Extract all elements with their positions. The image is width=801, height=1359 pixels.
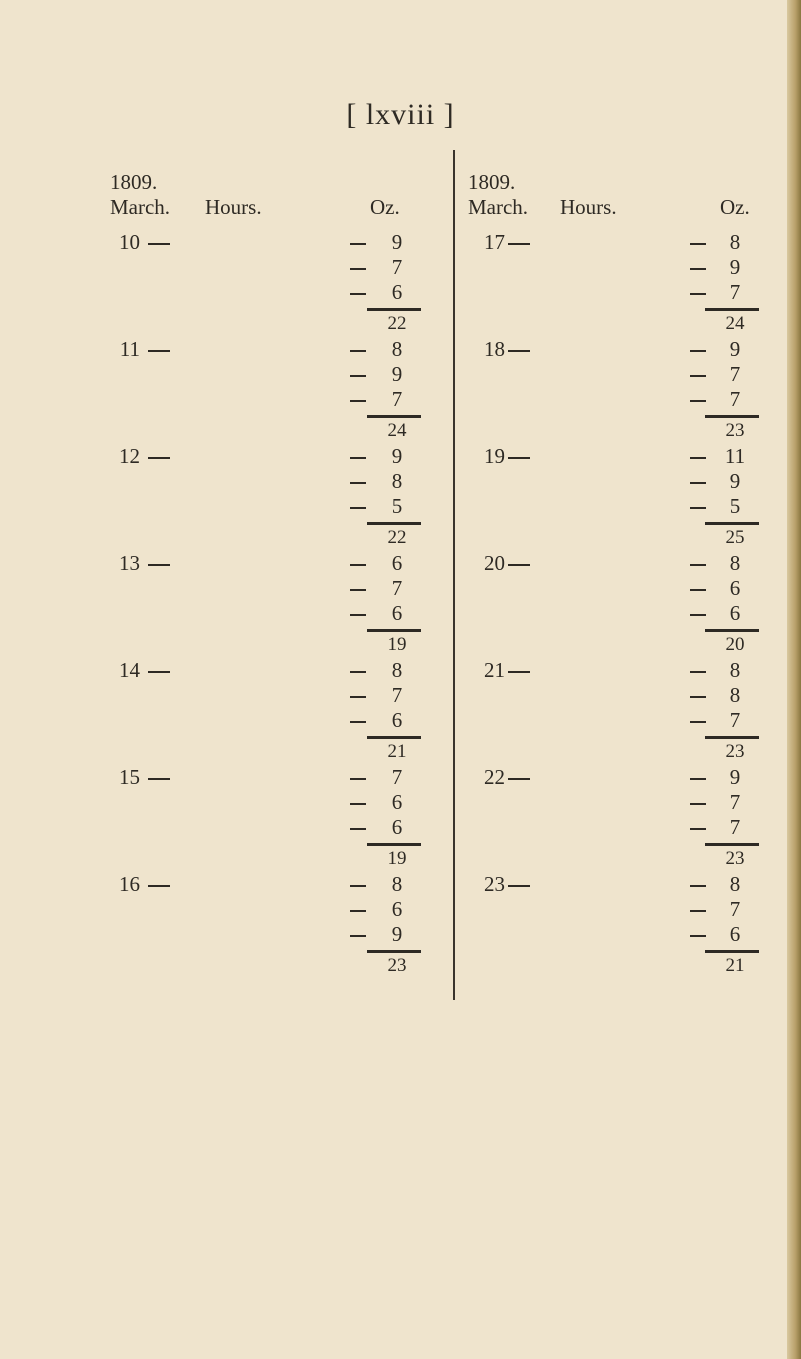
day-total: 21 (387, 741, 407, 762)
hour-value: 7 (391, 576, 403, 600)
value-dash (350, 828, 366, 830)
header-amount: Oz. (370, 195, 400, 219)
day-total: 25 (725, 527, 745, 548)
value-dash (690, 268, 706, 270)
day-number: 10 (119, 230, 140, 254)
value-dash (690, 828, 706, 830)
day-number: 21 (484, 658, 505, 682)
day-number: 23 (484, 872, 505, 896)
day-number: 19 (484, 444, 505, 468)
day-dash (508, 564, 530, 566)
value-dash (690, 293, 706, 295)
hour-value: 9 (391, 362, 403, 386)
value-dash (690, 803, 706, 805)
day-number: 20 (484, 551, 505, 575)
day-dash (508, 243, 530, 245)
sum-rule (367, 950, 421, 953)
value-dash (350, 614, 366, 616)
value-dash (690, 564, 706, 566)
hour-value: 7 (729, 790, 741, 814)
hour-value: 6 (391, 897, 403, 921)
day-total: 23 (725, 741, 745, 762)
value-dash (350, 564, 366, 566)
value-dash (690, 482, 706, 484)
value-dash (350, 885, 366, 887)
value-dash (690, 721, 706, 723)
sum-rule (367, 522, 421, 525)
hour-value: 9 (729, 255, 741, 279)
value-dash (690, 614, 706, 616)
hour-value: 6 (391, 708, 403, 732)
hour-value: 8 (729, 551, 741, 575)
day-dash (148, 671, 170, 673)
day-number: 22 (484, 765, 505, 789)
value-dash (350, 721, 366, 723)
header-hours: Hours. (560, 195, 617, 219)
value-dash (350, 482, 366, 484)
hour-value: 8 (729, 230, 741, 254)
hour-value: 7 (729, 815, 741, 839)
hour-value: 8 (391, 658, 403, 682)
value-dash (690, 507, 706, 509)
day-total: 19 (387, 848, 407, 869)
value-dash (690, 243, 706, 245)
hour-value: 11 (724, 444, 746, 468)
hour-value: 6 (391, 601, 403, 625)
day-number: 12 (119, 444, 140, 468)
sum-rule (367, 308, 421, 311)
day-total: 23 (725, 420, 745, 441)
value-dash (690, 589, 706, 591)
hour-value: 8 (729, 683, 741, 707)
value-dash (690, 671, 706, 673)
hour-value: 8 (391, 872, 403, 896)
sum-rule (705, 522, 759, 525)
hour-value: 8 (391, 337, 403, 361)
day-total: 24 (387, 420, 407, 441)
value-dash (350, 507, 366, 509)
sum-rule (705, 308, 759, 311)
hour-value: 7 (729, 897, 741, 921)
hour-value: 7 (391, 255, 403, 279)
hour-value: 6 (391, 815, 403, 839)
value-dash (350, 671, 366, 673)
day-number: 11 (119, 337, 140, 361)
hour-value: 7 (729, 362, 741, 386)
value-dash (350, 375, 366, 377)
value-dash (690, 457, 706, 459)
hour-value: 7 (391, 387, 403, 411)
day-number: 13 (119, 551, 140, 575)
value-dash (350, 268, 366, 270)
sum-rule (367, 843, 421, 846)
hour-value: 7 (729, 280, 741, 304)
year-label: 1809. (110, 170, 158, 194)
day-number: 16 (119, 872, 140, 896)
day-dash (148, 885, 170, 887)
sum-rule (705, 950, 759, 953)
day-number: 14 (119, 658, 140, 682)
day-total: 20 (725, 634, 745, 655)
hour-value: 9 (729, 469, 741, 493)
header-month: March. (468, 195, 529, 219)
day-total: 23 (387, 955, 407, 976)
hour-value: 6 (391, 280, 403, 304)
day-total: 23 (725, 848, 745, 869)
value-dash (690, 885, 706, 887)
day-dash (148, 243, 170, 245)
day-dash (148, 457, 170, 459)
value-dash (350, 457, 366, 459)
day-total: 21 (725, 955, 745, 976)
value-dash (350, 350, 366, 352)
hour-value: 9 (391, 230, 403, 254)
sum-rule (705, 415, 759, 418)
value-dash (350, 589, 366, 591)
hour-value: 5 (391, 494, 403, 518)
day-dash (508, 671, 530, 673)
day-number: 17 (484, 230, 505, 254)
day-dash (148, 564, 170, 566)
sum-rule (705, 843, 759, 846)
hour-value: 9 (391, 922, 403, 946)
day-total: 24 (725, 313, 745, 334)
hour-value: 8 (729, 658, 741, 682)
hour-value: 8 (729, 872, 741, 896)
year-label: 1809. (468, 170, 516, 194)
value-dash (350, 803, 366, 805)
hour-value: 9 (391, 444, 403, 468)
day-dash (148, 350, 170, 352)
sum-rule (367, 415, 421, 418)
value-dash (350, 935, 366, 937)
column-divider (453, 150, 455, 1000)
hour-value: 6 (391, 790, 403, 814)
value-dash (350, 293, 366, 295)
value-dash (350, 400, 366, 402)
page-number: [ lxviii ] (346, 98, 455, 131)
value-dash (690, 350, 706, 352)
header-amount: Oz. (720, 195, 750, 219)
sum-rule (367, 629, 421, 632)
value-dash (690, 375, 706, 377)
header-month: March. (110, 195, 171, 219)
day-dash (508, 457, 530, 459)
value-dash (690, 696, 706, 698)
day-dash (508, 778, 530, 780)
value-dash (690, 935, 706, 937)
hour-value: 6 (729, 922, 741, 946)
hour-value: 9 (729, 765, 741, 789)
value-dash (350, 778, 366, 780)
value-dash (350, 696, 366, 698)
day-total: 22 (387, 527, 407, 548)
sum-rule (705, 629, 759, 632)
value-dash (350, 910, 366, 912)
sum-rule (705, 736, 759, 739)
day-total: 22 (387, 313, 407, 334)
hour-value: 7 (391, 765, 403, 789)
value-dash (690, 400, 706, 402)
hour-value: 8 (391, 469, 403, 493)
value-dash (690, 778, 706, 780)
value-dash (690, 910, 706, 912)
page-edge (787, 0, 801, 1359)
value-dash (350, 243, 366, 245)
day-total: 19 (387, 634, 407, 655)
hour-value: 5 (729, 494, 741, 518)
hour-value: 9 (729, 337, 741, 361)
hour-value: 6 (729, 576, 741, 600)
day-dash (508, 885, 530, 887)
hour-value: 6 (729, 601, 741, 625)
hour-value: 7 (391, 683, 403, 707)
hour-value: 7 (729, 708, 741, 732)
hour-value: 6 (391, 551, 403, 575)
header-hours: Hours. (205, 195, 262, 219)
sum-rule (367, 736, 421, 739)
day-dash (508, 350, 530, 352)
hour-value: 7 (729, 387, 741, 411)
day-number: 18 (484, 337, 505, 361)
day-number: 15 (119, 765, 140, 789)
day-dash (148, 778, 170, 780)
